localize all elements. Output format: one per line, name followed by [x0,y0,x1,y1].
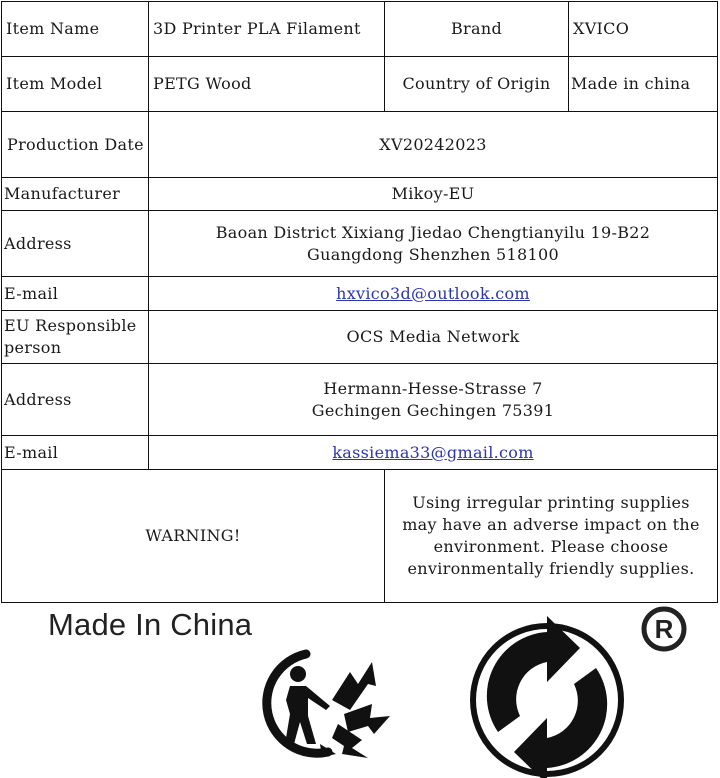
address-2-label: Address [2,364,149,436]
country-label: Country of Origin [385,57,569,112]
row-address-2 [2,364,718,436]
item-name-value: 3D Printer PLA Filament [149,2,385,57]
address-1-line-2: Guangdong Shenzhen 518100 [307,244,559,264]
row-eu-responsible [2,311,718,364]
row-warning [2,470,718,603]
email-1-link[interactable]: hxvico3d@outlook.com [336,283,530,303]
green-dot-icon [462,600,638,778]
registered-trademark-icon [640,605,688,653]
production-date-label: Production Date [2,112,149,178]
manufacturer-value: Mikoy-EU [149,178,718,211]
production-date-value: XV20242023 [149,112,718,178]
warning-text [385,470,718,603]
email-2-link[interactable]: kassiema33@gmail.com [332,442,534,462]
warning-line-3: environment. Please choose [433,537,669,556]
row-address-1 [2,211,718,277]
svg-text:R: R [654,614,674,644]
address-1-label: Address [2,211,149,277]
tidy-man-recycle-icon [250,644,392,758]
email-2-label: E-mail [2,436,149,470]
manufacturer-label: Manufacturer [2,178,149,211]
row-item-model [2,57,718,112]
row-email-1 [2,277,718,311]
item-model-label: Item Model [2,57,149,112]
warning-line-1: Using irregular printing supplies [412,493,690,512]
address-2-value [149,364,718,436]
row-manufacturer [2,178,718,211]
email-1-label: E-mail [2,277,149,311]
item-model-value: PETG Wood [149,57,385,112]
eu-responsible-label-line-2: person [4,338,62,357]
email-1-cell [149,277,718,311]
row-email-2 [2,436,718,470]
brand-value: XVICO [569,2,718,57]
address-1-line-1: Baoan District Xixiang Jiedao Chengtianyilu 19-B22 [215,222,651,242]
item-name-label: Item Name [2,2,149,57]
row-production-date [2,112,718,178]
warning-label: WARNING! [2,470,385,603]
brand-label: Brand [385,2,569,57]
address-1-value [149,211,718,277]
warning-line-4: environmentally friendly supplies. [407,559,695,578]
warning-line-2: may have an adverse impact on the [402,515,700,534]
country-value: Made in china [569,57,718,112]
made-in-china-text: Made In China [48,607,253,642]
eu-responsible-label-line-1: EU Responsible [4,316,137,335]
address-2-line-1: Hermann-Hesse-Strasse 7 [323,378,543,398]
product-info-table [1,1,718,603]
email-2-cell [149,436,718,470]
address-2-line-2: Gechingen Gechingen 75391 [311,400,555,420]
eu-responsible-value: OCS Media Network [149,311,718,364]
row-item-name [2,2,718,57]
eu-responsible-label [2,311,149,364]
